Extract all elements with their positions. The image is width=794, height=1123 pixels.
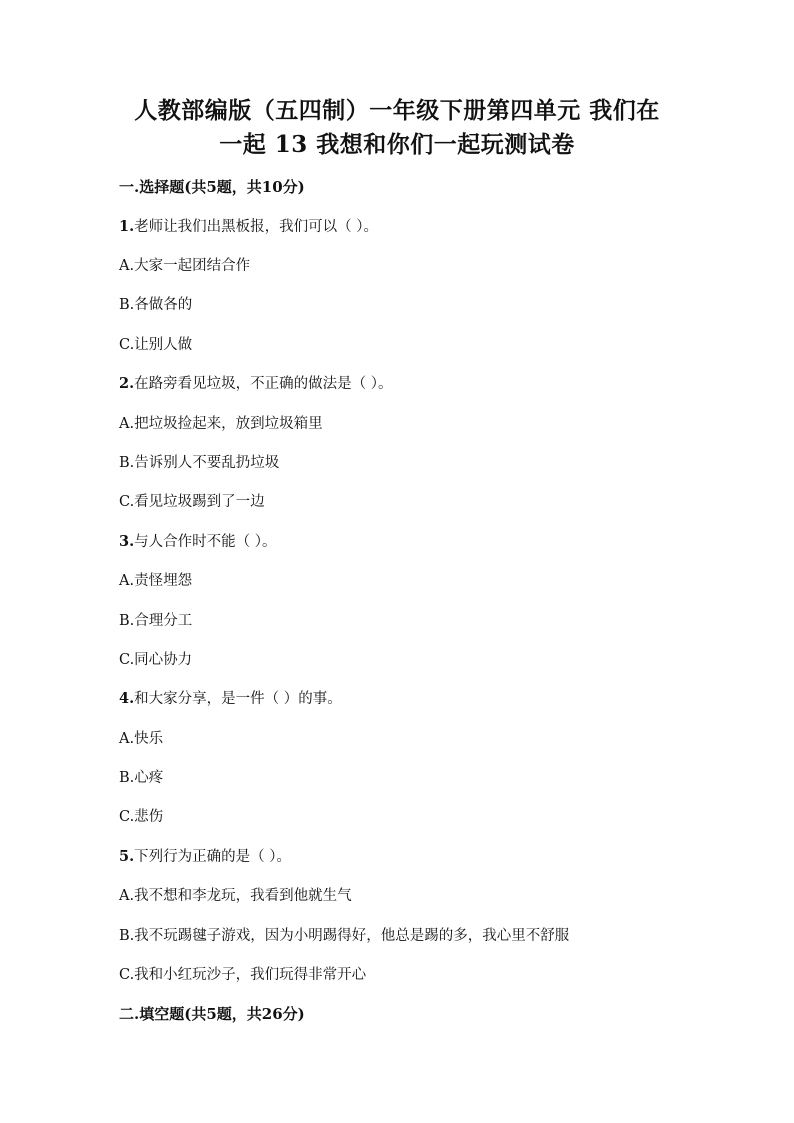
question-2-option-a: A.把垃圾捡起来，放到垃圾箱里 [119,416,323,432]
question-number: 5. [119,848,135,865]
question-1-option-c: C.让别人做 [119,337,193,353]
question-text: 和大家分享，是一件（ ）的事。 [134,691,342,707]
question-5-option-a: A.我不想和李龙玩，我看到他就生气 [119,888,352,904]
question-1-option-b: B.各做各的 [119,297,193,313]
question-4-option-b: B.心疼 [119,770,164,786]
question-text: 与人合作时不能（ ）。 [134,534,277,550]
question-text: 老师让我们出黑板报，我们可以（ ）。 [134,219,378,235]
question-number: 3. [119,533,135,550]
question-2 [119,377,393,392]
section-heading-fill-in: 二.填空题(共5题，共26分) [119,1005,305,1023]
question-1 [119,220,378,235]
question-3-option-b: B.合理分工 [119,613,193,629]
question-text: 下列行为正确的是（ ）。 [134,849,291,865]
question-4 [119,692,342,707]
page-title-line-2: 一起 13 我想和你们一起玩测试卷 [219,131,575,158]
question-3 [119,535,277,550]
page-title-line-1: 人教部编版（五四制）一年级下册第四单元 我们在 [134,97,660,124]
question-2-option-b: B.告诉别人不要乱扔垃圾 [119,455,280,471]
section-heading-choice: 一.选择题(共5题，共10分) [119,178,305,196]
question-4-option-c: C.悲伤 [119,809,164,825]
question-3-option-c: C.同心协力 [119,652,193,668]
question-number: 1. [119,218,135,235]
question-1-option-a: A.大家一起团结合作 [119,258,251,274]
question-number: 2. [119,375,135,392]
question-5 [119,850,291,865]
question-text: 在路旁看见垃圾，不正确的做法是（ ）。 [134,376,393,392]
question-number: 4. [119,690,135,707]
question-3-option-a: A.责怪埋怨 [119,573,193,589]
question-5-option-c: C.我和小红玩沙子，我们玩得非常开心 [119,967,367,983]
question-4-option-a: A.快乐 [119,731,164,747]
question-5-option-b: B.我不玩踢毽子游戏，因为小明踢得好，他总是踢的多，我心里不舒服 [119,928,570,944]
question-2-option-c: C.看见垃圾踢到了一边 [119,494,265,510]
